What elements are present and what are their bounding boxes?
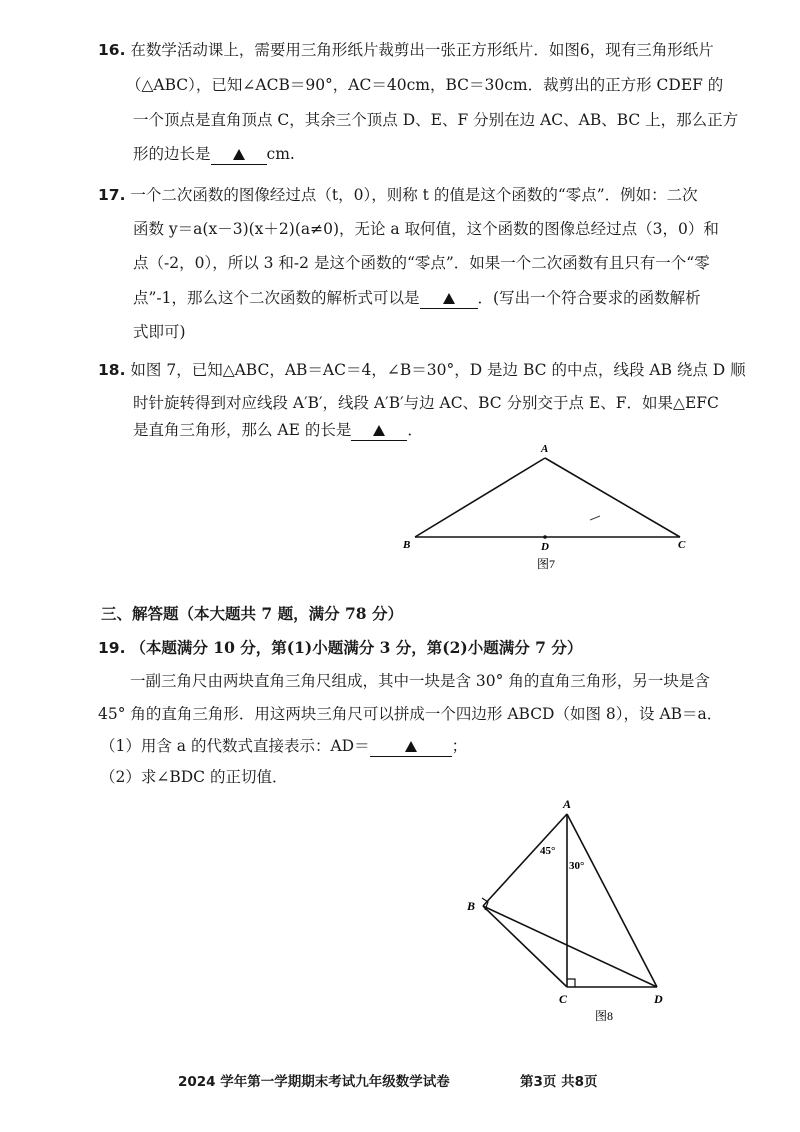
fig8-side-ab [483,814,567,906]
q17-text-1: 一个二次函数的图像经过点（t，0），则称 t 的值是这个函数的“零点”．例如：二次 [130,186,698,204]
fig8-side-ad [567,814,657,987]
fig8-label-a: A [563,797,572,811]
section-3-heading: 三、解答题（本大题共 7 题，满分 78 分） [101,604,403,623]
fig8-angle-45: 45° [540,845,556,857]
q19-part1-answer-blank[interactable] [370,736,452,757]
q19-part1-end: ； [451,737,468,755]
fig8-side-bd [483,906,657,987]
q19-line2: 45° 角的直角三角形．用这两块三角尺可以拼成一个四边形 ABCD（如图 8），设 AB＝a． [98,705,723,723]
q16-line2: （△ABC），已知∠ACB＝90°，AC＝40cm，BC＝30cm．裁剪出的正方形 CDEF 的 [126,76,724,94]
fig8-angle-30: 30° [569,860,585,872]
q18-line3 [133,420,423,441]
figure-8 [455,792,690,1027]
fig7-label-a: A [541,443,549,455]
q16-unit: cm. [266,145,295,163]
q19-line1: 一副三角尺由两块直角三角尺组成，其中一块是含 30° 角的直角三角形，另一块是含 [130,672,710,690]
triangle-icon [405,741,417,752]
footer-page-number: 第3页 共8页 [520,1074,598,1090]
q17-text-4b: ．(写出一个符合要求的函数解析 [477,289,701,307]
q18-text-3b: ． [407,421,423,439]
q18-answer-blank[interactable] [351,420,407,441]
q19-part1 [100,736,467,757]
figure-7 [395,440,705,575]
fig8-right-angle-c [567,979,575,987]
q18-text-3: 是直角三角形，那么 AE 的长是 [133,421,352,439]
q19-header [98,638,582,658]
q16-text-1: 在数学活动课上，需要用三角形纸片裁剪出一张正方形纸片．如图6，现有三角形纸片 [130,41,714,59]
triangle-icon [443,293,455,304]
q17-line5: 式即可) [133,323,186,341]
fig8-label-c: C [559,992,568,1006]
fig7-label-b: B [403,539,411,551]
q17-line1 [98,185,698,205]
q19-part1-text: （1）用含 a 的代数式直接表示：AD＝ [100,737,370,755]
q16-text-4: 形的边长是 [133,145,211,163]
footer-title: 2024 学年第一学期期末考试九年级数学试卷 [178,1074,450,1090]
q18-line2: 时针旋转得到对应线段 A′B′，线段 A′B′与边 AC、BC 分别交于点 E、F．如果△EFC [133,394,719,412]
q19-head: （本题满分 10 分，第(1)小题满分 3 分，第(2)小题满分 7 分） [130,638,583,657]
q17-number: 17. [98,186,126,204]
q17-line4 [133,288,701,309]
q16-number: 16. [98,41,126,59]
q18-number: 18. [98,361,126,379]
fig7-pen-mark [590,516,600,520]
q17-text-4: 点”-1，那么这个二次函数的解析式可以是 [133,289,420,307]
q18-line1 [98,360,746,380]
q16-line4 [133,144,295,165]
fig7-side-ac [545,458,680,537]
q19-part2: （2）求∠BDC 的正切值． [100,768,288,786]
fig8-caption: 图8 [595,1009,614,1023]
triangle-icon [233,149,245,160]
q17-line2: 函数 y＝a(x－3)(x＋2)(a≠0)，无论 a 取何值，这个函数的图像总经过点（3，0）和 [133,220,719,238]
q17-answer-blank[interactable] [420,288,478,309]
q16-line1 [98,40,714,60]
fig7-label-d: D [541,541,549,553]
fig7-side-ab [415,458,545,537]
fig7-caption: 图7 [537,557,556,571]
q18-text-1: 如图 7，已知△ABC，AB＝AC＝4，∠B＝30°，D 是边 BC 的中点，线段 AB 绕点 D 顺 [130,361,746,379]
triangle-icon [373,425,385,436]
fig8-label-d: D [654,992,663,1006]
fig7-label-c: C [678,539,686,551]
q19-number: 19. [98,639,126,657]
q17-line3: 点（-2，0），所以 3 和-2 是这个函数的“零点”．如果一个二次函数有且只有一个“零 [133,254,710,272]
q16-answer-blank[interactable] [211,144,267,165]
fig7-point-d [543,535,547,539]
q16-line3: 一个顶点是直角顶点 C，其余三个顶点 D、E、F 分别在边 AC、AB、BC 上，那么正方 [133,111,739,129]
fig8-side-bc [483,906,567,987]
fig8-label-b: B [467,899,476,913]
